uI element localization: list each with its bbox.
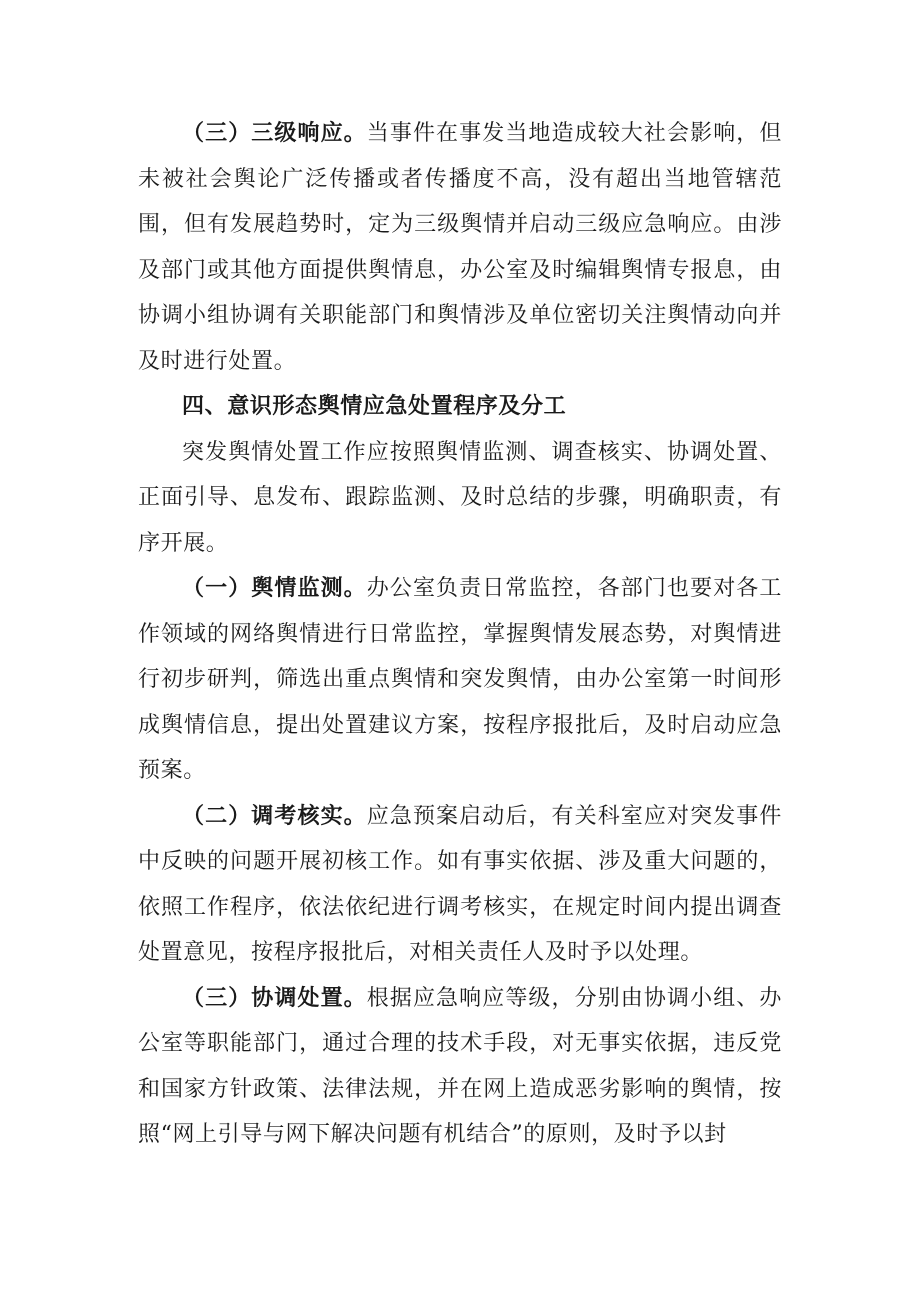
section-heading-4: 四、意识形态舆情应急处置程序及分工 xyxy=(182,394,567,419)
paragraph-lead: （二）调考核实。 xyxy=(182,803,367,829)
paragraph-text: 突发舆情处置工作应按照舆情监测、调查核实、协调处置、正面引导、息发布、跟踪监测、及时总结的步骤，明确职责，有序开展。 xyxy=(138,439,782,556)
paragraph-monitoring xyxy=(138,566,782,794)
paragraph-text: 办公室负责日常监控，各部门也要对各工作领域的网络舆情进行日常监控，掌握舆情发展态势，对舆情进行初步研判，筛选出重点舆情和突发舆情，由办公室第一时间形成舆情信息，提出处置建议方案，按程序报批后，及时启动应急预案。 xyxy=(138,576,782,783)
paragraph-text: 根据应急响应等级，分别由协调小组、办公室等职能部门，通过合理的技术手段，对无事实依据，违反党和国家方针政策、法律法规，并在网上造成恶劣影响的舆情，按照“网上引导与网下解决问题有机结合”的原则，及时予以封 xyxy=(138,985,782,1147)
paragraph-coordination xyxy=(138,976,782,1158)
paragraph-text: 当事件在事发当地造成较大社会影响，但未被社会舆论广泛传播或者传播度不高，没有超出当地管辖范围，但有发展趋势时，定为三级舆情并启动三级应急响应。由涉及部门或其他方面提供舆情息，办公室及时编辑舆情专报息，由协调小组协调有关职能部门和舆情涉及单位密切关注舆情动向并及时进行处置。 xyxy=(138,121,782,374)
paragraph-lead: （三）三级响应。 xyxy=(182,121,367,146)
paragraph-procedure-overview xyxy=(138,430,782,567)
paragraph-lead: （三）协调处置。 xyxy=(182,985,367,1011)
paragraph-lead: （一）舆情监测。 xyxy=(182,576,367,601)
paragraph-level3-response xyxy=(138,111,782,384)
paragraph-text: 应急预案启动后，有关科室应对突发事件中反映的问题开展初核工作。如有事实依据、涉及重大问题的，依照工作程序，依法依纪进行调考核实，在规定时间内提出调查处置意见，按程序报批后，对相关责任人及时予以处理。 xyxy=(138,803,782,965)
document-body xyxy=(138,111,782,1158)
paragraph-verification xyxy=(138,794,782,976)
